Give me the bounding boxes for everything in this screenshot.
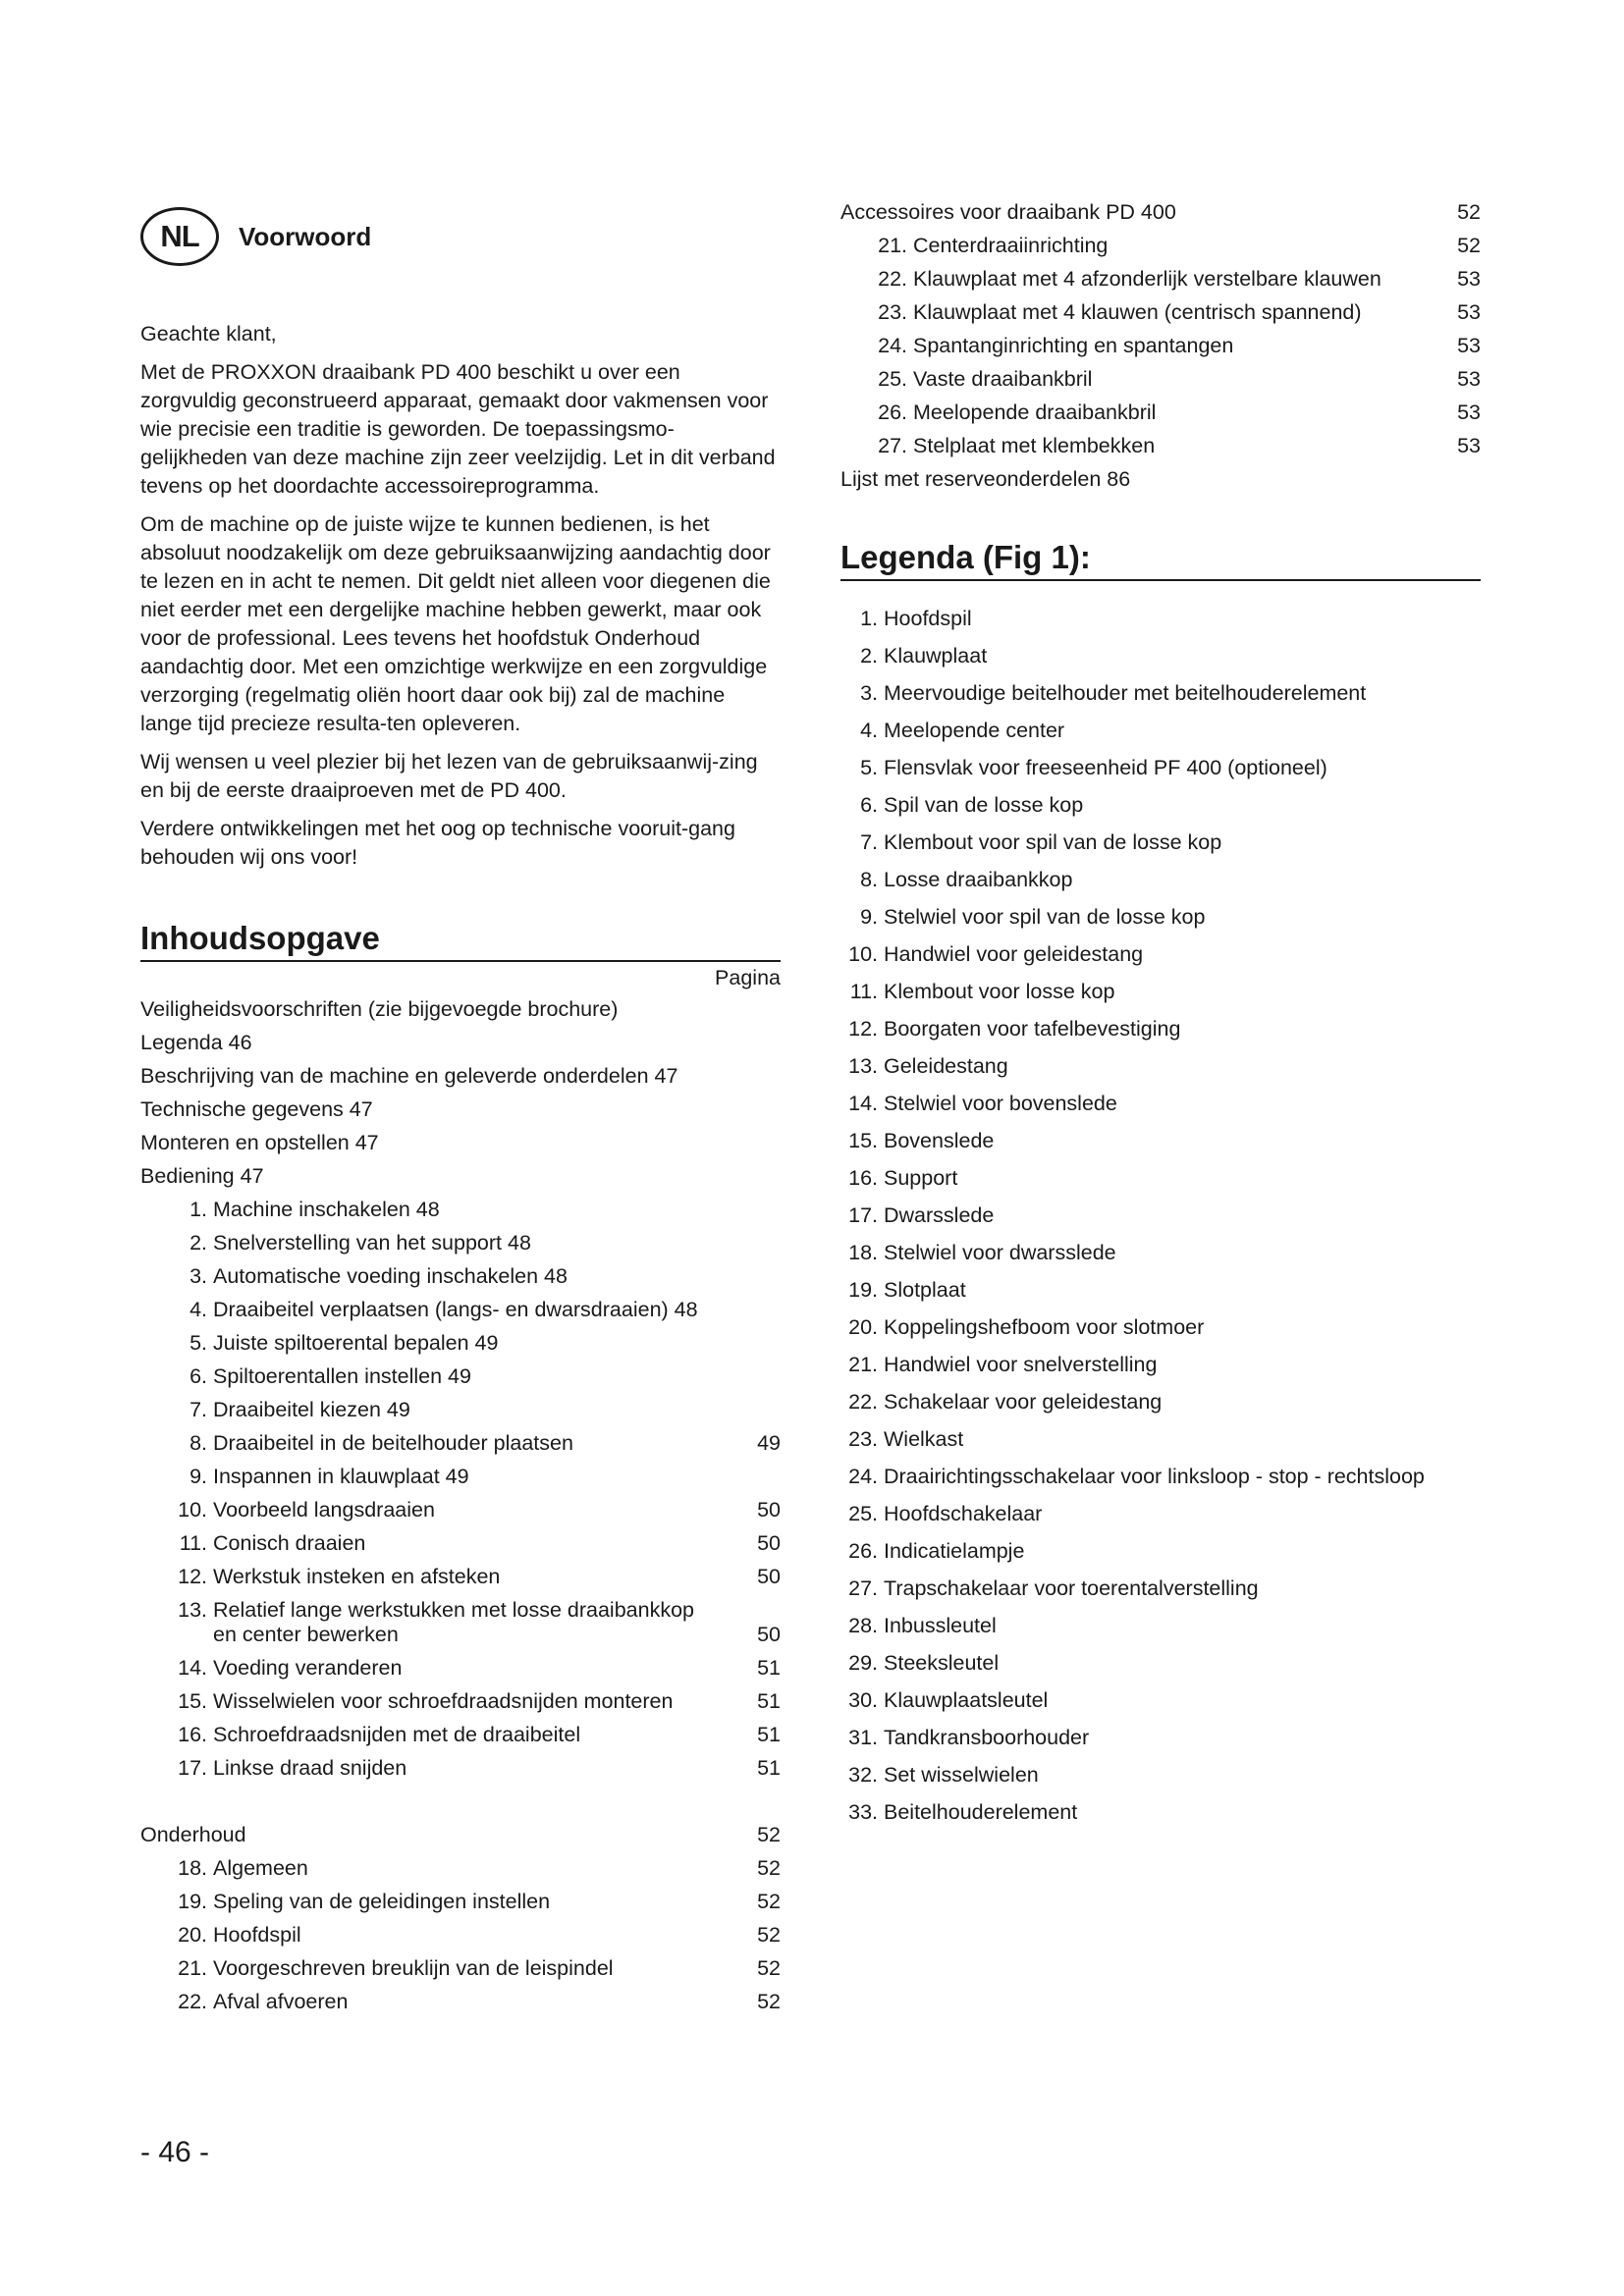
legend-item-number: 24. [848, 1465, 878, 1488]
legend-item [840, 974, 1481, 1011]
toc-item-text [174, 1531, 741, 1556]
toc-item [140, 1952, 781, 1986]
legend-item-label: Wielkast [884, 1427, 964, 1451]
toc-item-label: Klauwplaat met 4 klauwen (centrisch spannend) [913, 300, 1362, 324]
toc-item-text [874, 400, 1441, 425]
toc-item-text [174, 1565, 741, 1589]
legend-item-label: Set wisselwielen [884, 1763, 1039, 1787]
legend-item-number: 29. [848, 1651, 878, 1675]
toc-item [140, 1494, 781, 1527]
legend-item-number: 5. [860, 756, 878, 779]
toc-item-label: Werkstuk insteken en afsteken [213, 1565, 501, 1588]
legend-item [840, 1608, 1481, 1645]
legend-item-number: 33. [848, 1800, 878, 1824]
toc-item [140, 1027, 781, 1060]
toc-title: Inhoudsopgave [140, 919, 781, 962]
greeting: Geachte klant, [140, 322, 277, 346]
toc-item [140, 1986, 781, 2019]
toc-item-label: Snelverstelling van het support 48 [213, 1231, 531, 1255]
foreword-title: Voorwoord [239, 221, 372, 251]
toc-item-page: 50 [757, 1531, 781, 1555]
legend-item-label: Handwiel voor snelverstelling [884, 1353, 1158, 1376]
legend-item-label: Indicatielampje [884, 1539, 1025, 1563]
legend-item-label: Klembout voor losse kop [884, 980, 1115, 1003]
toc-item [140, 1127, 781, 1160]
toc-item-number: 4. [189, 1298, 207, 1321]
toc-item-text [174, 1923, 741, 1948]
toc-accessoires: Accessoires voor draaibank PD 400 52 [840, 200, 1481, 224]
legend-item [840, 601, 1481, 638]
legend-item-label: Draairichtingsschakelaar voor linksloop - stop - rechtsloop [884, 1465, 1425, 1488]
toc-item-label: Voeding veranderen [213, 1656, 403, 1680]
toc-item-label: Automatische voeding inschakelen 48 [213, 1264, 568, 1288]
legend-item [840, 1533, 1481, 1571]
toc-item-label: Klauwplaat met 4 afzonderlijk verstelbare klauwen [913, 267, 1381, 291]
toc-item-number: 15. [178, 1689, 207, 1713]
legend-item-number: 18. [848, 1241, 878, 1264]
right-column [840, 196, 1481, 1832]
legend-item [840, 1459, 1481, 1496]
foreword-paragraph: Om de machine op de juiste wijze te kunnen bedienen, is het absoluut noodzakelijk om deze gebruiksaanwijzing aandachtig door te lezen en in acht te nemen. Dit geldt niet alleen voor diegenen die niet eerder met een dergelijke machine hebben gewerkt, maar ook voor de professional. Lees tevens het hoofdstuk Onderhoud aandachtig door. Met een omzichtige werkwijze en een zorgvuldige verzorging (regelmatig oliën hoort daar ook bij) zal de machine lange tijd precieze resulta-ten opleveren. [140, 512, 771, 735]
legend-item-number: 4. [860, 719, 878, 742]
toc-item [140, 1527, 781, 1561]
legend-item-label: Boorgaten voor tafelbevestiging [884, 1017, 1181, 1041]
toc-item [140, 1852, 781, 1886]
toc-item-text [174, 1431, 741, 1456]
legend-item [840, 1682, 1481, 1720]
legend-title: Legenda (Fig 1): [840, 538, 1481, 581]
toc-item [140, 1685, 781, 1719]
toc-item [140, 1294, 781, 1327]
toc-item-text [174, 1498, 741, 1522]
toc-page-label: Pagina [715, 966, 781, 989]
toc-item-number: 2. [189, 1231, 207, 1255]
toc-item [140, 1886, 781, 1919]
legend-item [840, 1720, 1481, 1757]
legend-item [840, 638, 1481, 675]
legend-item-number: 7. [860, 830, 878, 854]
legend-item [840, 787, 1481, 825]
legend-item-number: 13. [848, 1054, 878, 1078]
legend-item-label: Steeksleutel [884, 1651, 1000, 1675]
toc-item-text [174, 1756, 741, 1781]
toc-item-number: 22. [878, 267, 907, 291]
toc-item [140, 1227, 781, 1260]
toc-item-number: 16. [178, 1723, 207, 1746]
toc-item-label: Machine inschakelen 48 [213, 1198, 440, 1221]
toc-item-label: Schroefdraadsnijden met de draaibeitel [213, 1723, 581, 1746]
toc-item-label: Stelplaat met klembekken [913, 434, 1156, 457]
legend-item [840, 1309, 1481, 1347]
legend-item-label: Schakelaar voor geleidestang [884, 1390, 1163, 1414]
legend-item [840, 936, 1481, 974]
toc-item-number: 27. [878, 434, 907, 457]
toc-item-page: 51 [757, 1689, 781, 1713]
toc-accessoires-list [840, 230, 1481, 463]
toc-item-text [874, 434, 1441, 458]
toc-item [140, 1327, 781, 1361]
toc-item-label: Draaibeitel kiezen 49 [213, 1398, 410, 1421]
toc-item-page: 52 [757, 1890, 781, 1913]
toc-item-text: Bediening 47 [140, 1164, 264, 1188]
toc-item-text: Legenda 46 [140, 1031, 252, 1054]
toc-item-label: Spiltoerentallen instellen 49 [213, 1364, 471, 1388]
toc-item-number: 20. [178, 1923, 207, 1947]
toc-item-number: 25. [878, 367, 907, 391]
legend-item-label: Slotplaat [884, 1278, 966, 1302]
toc-item-label: Meelopende draaibankbril [913, 400, 1157, 424]
legend-item [840, 1496, 1481, 1533]
legend-item [840, 1421, 1481, 1459]
toc-item-text [174, 1465, 741, 1489]
toc-item-number: 21. [878, 234, 907, 257]
toc-item-label: Inspannen in klauwplaat 49 [213, 1465, 469, 1488]
legend-item-label: Trapschakelaar voor toerentalverstelling [884, 1576, 1259, 1600]
legend-item-number: 12. [848, 1017, 878, 1041]
toc-reserve: Lijst met reserveonderdelen 86 [840, 467, 1131, 491]
legend-item-number: 32. [848, 1763, 878, 1787]
legend-item-number: 3. [860, 681, 878, 705]
toc-item-label: Centerdraaiinrichting [913, 234, 1109, 257]
toc-item-label: Speling van de geleidingen instellen [213, 1890, 551, 1913]
toc-item [140, 1561, 781, 1594]
toc-item-label: Conisch draaien [213, 1531, 366, 1555]
legend-item-number: 22. [848, 1390, 878, 1414]
legend-item-number: 2. [860, 644, 878, 667]
legend-item-number: 6. [860, 793, 878, 817]
toc-item-label: Vaste draaibankbril [913, 367, 1093, 391]
legend-item-number: 1. [860, 607, 878, 630]
legend-item [840, 862, 1481, 899]
toc-item [140, 1652, 781, 1685]
legend-item-label: Hoofdspil [884, 607, 972, 630]
toc-item [140, 1919, 781, 1952]
toc-item-text [874, 300, 1441, 325]
toc-item [840, 397, 1481, 430]
toc-item-text [874, 267, 1441, 292]
toc-item-number: 12. [178, 1565, 207, 1588]
toc-item-page: 53 [1457, 434, 1481, 457]
legend-item-label: Geleidestang [884, 1054, 1008, 1078]
toc-item-page: 52 [757, 1956, 781, 1980]
toc-item-page: 51 [757, 1756, 781, 1780]
toc-item-number: 22. [178, 1990, 207, 2013]
toc-item-text [174, 1198, 741, 1222]
toc-item-label: Draaibeitel in de beitelhouder plaatsen [213, 1431, 573, 1455]
toc-item-13: 13. Relatief lange werkstukken met losse draaibankkop en center bewerken 50 [178, 1598, 781, 1646]
toc-item [140, 993, 781, 1027]
toc-item-text: Monteren en opstellen 47 [140, 1131, 379, 1154]
legend-item-number: 8. [860, 868, 878, 891]
toc-item [840, 363, 1481, 397]
toc-item-page: 53 [1457, 300, 1481, 324]
toc-item [840, 296, 1481, 330]
legend-item [840, 713, 1481, 750]
legend-item-number: 15. [848, 1129, 878, 1152]
toc-item-number: 6. [189, 1364, 207, 1388]
toc-onderhoud: Onderhoud 52 [140, 1823, 781, 1846]
toc-bediening-list-2 [140, 1652, 781, 1786]
legend-item-number: 26. [848, 1539, 878, 1563]
legend-item-label: Inbussleutel [884, 1614, 997, 1637]
toc-item-page: 52 [757, 1856, 781, 1880]
legend-item-label: Dwarsslede [884, 1203, 995, 1227]
legend-list [840, 601, 1481, 1832]
toc-item-page: 51 [757, 1656, 781, 1680]
legend-item [840, 1086, 1481, 1123]
toc-item-text [174, 1331, 741, 1356]
toc-item-text [174, 1990, 741, 2014]
toc-item-number: 8. [189, 1431, 207, 1455]
toc-item [140, 1394, 781, 1427]
toc-item-number: 9. [189, 1465, 207, 1488]
toc-item-number: 17. [178, 1756, 207, 1780]
toc-item-page: 52 [757, 1923, 781, 1947]
toc-item-label: Hoofdspil [213, 1923, 301, 1947]
legend-item [840, 1347, 1481, 1384]
toc-item-page: 51 [757, 1723, 781, 1746]
toc-item-text [874, 367, 1441, 392]
legend-item-label: Tandkransboorhouder [884, 1726, 1090, 1749]
legend-item-number: 23. [848, 1427, 878, 1451]
legend-item-label: Stelwiel voor spil van de losse kop [884, 905, 1206, 929]
toc-item-page: 50 [757, 1565, 781, 1588]
legend-item [840, 675, 1481, 713]
toc-item [140, 1094, 781, 1127]
legend-item-label: Hoofdschakelaar [884, 1502, 1043, 1525]
page-number: - 46 - [140, 2136, 210, 2168]
language-badge: NL [140, 207, 219, 266]
legend-item-label: Koppelingshefboom voor slotmoer [884, 1315, 1205, 1339]
left-column [140, 196, 781, 2019]
legend-item [840, 1794, 1481, 1832]
legend-item-label: Stelwiel voor bovenslede [884, 1092, 1117, 1115]
toc-item-label: Juiste spiltoerental bepalen 49 [213, 1331, 499, 1355]
legend-item-number: 9. [860, 905, 878, 929]
toc-item-page: 49 [757, 1431, 781, 1455]
toc-item-text [174, 1364, 741, 1389]
toc-item-label: Spantanginrichting en spantangen [913, 334, 1234, 357]
legend-item-label: Meervoudige beitelhouder met beitelhouderelement [884, 681, 1367, 705]
toc-item-number: 21. [178, 1956, 207, 1980]
legend-item-number: 27. [848, 1576, 878, 1600]
legend-item-label: Klembout voor spil van de losse kop [884, 830, 1222, 854]
legend-item-label: Support [884, 1166, 958, 1190]
toc-item-number: 26. [878, 400, 907, 424]
legend-item [840, 825, 1481, 862]
toc-item-page: 53 [1457, 267, 1481, 291]
toc-item-number: 11. [179, 1531, 207, 1555]
toc-item [840, 230, 1481, 263]
toc-item-text [174, 1264, 741, 1289]
legend-item [840, 1384, 1481, 1421]
toc-item [140, 1060, 781, 1094]
toc-item-page: 52 [757, 1990, 781, 2013]
foreword-paragraph: Verdere ontwikkelingen met het oog op technische vooruit-gang behouden wij ons voor! [140, 817, 735, 869]
legend-item-number: 10. [848, 942, 878, 966]
toc-item-page: 53 [1457, 367, 1481, 391]
toc-item [840, 263, 1481, 296]
legend-item-label: Losse draaibankkop [884, 868, 1073, 891]
toc-item-page: 50 [757, 1498, 781, 1522]
toc-item-number: 19. [178, 1890, 207, 1913]
toc-top-list [140, 993, 781, 1194]
toc-item-text: Veiligheidsvoorschriften (zie bijgevoegde brochure) [140, 997, 619, 1021]
legend-item [840, 1011, 1481, 1048]
toc-item-text: Technische gegevens 47 [140, 1097, 373, 1121]
toc-item-text [174, 1890, 741, 1914]
toc-item-number: 1. [189, 1198, 207, 1221]
toc-item-text [874, 234, 1441, 258]
toc-item-text [174, 1956, 741, 1981]
toc-item-text [174, 1723, 741, 1747]
legend-item [840, 1048, 1481, 1086]
legend-item-number: 25. [848, 1502, 878, 1525]
legend-item [840, 1757, 1481, 1794]
toc-item [140, 1194, 781, 1227]
legend-item [840, 1571, 1481, 1608]
toc-item [140, 1160, 781, 1194]
foreword-paragraph: Met de PROXXON draaibank PD 400 beschikt u over een zorgvuldig geconstrueerd apparaat, gemaakt door vakmensen voor wie precisie een traditie is geworden. De toepassingsmo-gelijkheden van deze machine zijn zeer veelzijdig. Let in dit verband tevens op het doordachte accessoireprogramma. [140, 360, 776, 498]
toc-item-number: 24. [878, 334, 907, 357]
legend-item-label: Meelopende center [884, 719, 1065, 742]
legend-item-number: 31. [848, 1726, 878, 1749]
legend-item-number: 16. [848, 1166, 878, 1190]
legend-item-number: 28. [848, 1614, 878, 1637]
legend-item-label: Beitelhouderelement [884, 1800, 1078, 1824]
toc-item-label: Afval afvoeren [213, 1990, 349, 2013]
legend-item [840, 1123, 1481, 1160]
toc-item-label: Voorbeeld langsdraaien [213, 1498, 435, 1522]
legend-item-number: 11. [849, 980, 878, 1003]
toc-item-text [174, 1689, 741, 1714]
toc-item-text [174, 1398, 741, 1422]
toc-item-text [174, 1231, 741, 1255]
toc-item-number: 18. [178, 1856, 207, 1880]
toc-item-number: 5. [189, 1331, 207, 1355]
toc-item-number: 10. [178, 1498, 207, 1522]
toc-bediening-list [140, 1194, 781, 1594]
toc-item [140, 1361, 781, 1394]
legend-item-number: 19. [848, 1278, 878, 1302]
legend-item-label: Bovenslede [884, 1129, 995, 1152]
legend-item [840, 750, 1481, 787]
toc-item [140, 1719, 781, 1752]
legend-item-number: 30. [848, 1688, 878, 1712]
legend-item-number: 17. [848, 1203, 878, 1227]
toc-item-number: 14. [178, 1656, 207, 1680]
toc-item-text [174, 1856, 741, 1881]
toc-item [140, 1427, 781, 1461]
toc-item-label: Linkse draad snijden [213, 1756, 407, 1780]
toc-item-number: 3. [189, 1264, 207, 1288]
foreword-paragraph: Wij wensen u veel plezier bij het lezen van de gebruiksaanwij-zing en bij de eerste draaiproeven met de PD 400. [140, 750, 758, 802]
legend-item [840, 1272, 1481, 1309]
toc-item-page: 52 [1457, 234, 1481, 257]
legend-item [840, 899, 1481, 936]
legend-item-label: Klauwplaatsleutel [884, 1688, 1049, 1712]
legend-item-label: Handwiel voor geleidestang [884, 942, 1144, 966]
legend-item-number: 14. [848, 1092, 878, 1115]
legend-item-label: Klauwplaat [884, 644, 988, 667]
toc-item [840, 330, 1481, 363]
legend-item [840, 1160, 1481, 1198]
toc-item-number: 7. [189, 1398, 207, 1421]
toc-item [840, 430, 1481, 463]
toc-item [140, 1752, 781, 1786]
legend-item [840, 1235, 1481, 1272]
legend-item-label: Spil van de losse kop [884, 793, 1084, 817]
legend-item [840, 1645, 1481, 1682]
toc-item-text: Beschrijving van de machine en geleverde onderdelen 47 [140, 1064, 678, 1088]
toc-onderhoud-list [140, 1852, 781, 2019]
toc-item-page: 53 [1457, 400, 1481, 424]
legend-item [840, 1198, 1481, 1235]
foreword-header [140, 196, 781, 277]
toc-item [140, 1260, 781, 1294]
toc-item [140, 1461, 781, 1494]
toc-item-text [874, 334, 1441, 358]
legend-item-label: Stelwiel voor dwarsslede [884, 1241, 1116, 1264]
toc-item-label: Wisselwielen voor schroefdraadsnijden monteren [213, 1689, 674, 1713]
toc-item-label: Voorgeschreven breuklijn van de leispindel [213, 1956, 614, 1980]
toc-item-text [174, 1298, 741, 1322]
toc-item-label: Draaibeitel verplaatsen (langs- en dwarsdraaien) 48 [213, 1298, 698, 1321]
legend-item-number: 21. [848, 1353, 878, 1376]
legend-item-label: Flensvlak voor freeseenheid PF 400 (optioneel) [884, 756, 1327, 779]
toc-item-page: 53 [1457, 334, 1481, 357]
toc-item-label: Algemeen [213, 1856, 308, 1880]
toc-item-text [174, 1656, 741, 1681]
toc-item-number: 23. [878, 300, 907, 324]
legend-item-number: 20. [848, 1315, 878, 1339]
